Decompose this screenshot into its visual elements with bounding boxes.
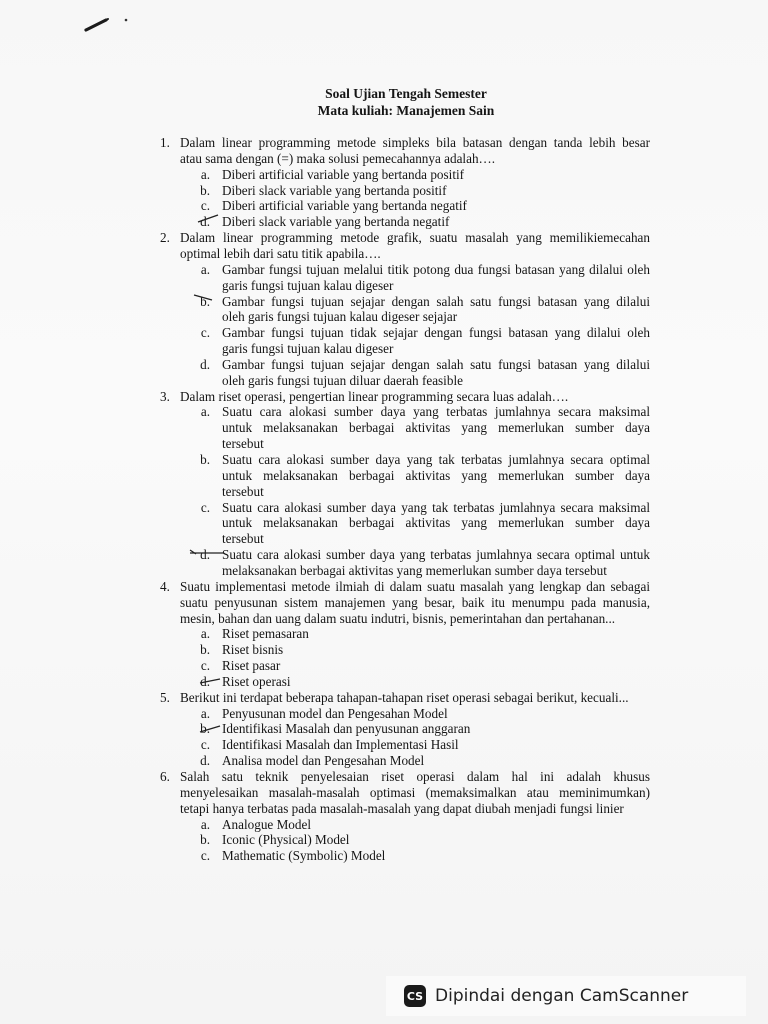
answer-strike-mark — [198, 674, 224, 688]
question-text: Salah satu teknik penyelesaian riset operasi dalam hal ini adalah khusus — [180, 769, 650, 784]
question-text: Dalam riset operasi, pengertian linear programming secara luas adalah…. — [180, 388, 569, 404]
option-text: Diberi slack variable yang bertanda positif — [222, 182, 447, 198]
option-letter: c. — [200, 737, 210, 753]
question-text: tetapi hanya terbatas pada masalah-masalah yang dapat diubah menjadi fungsi linier — [180, 800, 624, 816]
option-text: tersebut — [222, 531, 264, 547]
question-number: 1. — [160, 135, 170, 150]
camscanner-logo-icon: CS — [404, 985, 426, 1007]
answer-strike-mark — [188, 545, 228, 559]
question-text: atau sama dengan (=) maka solusi pemecahannya adalah…. — [180, 150, 496, 166]
question-number: 3. — [160, 388, 170, 404]
question-text: Dalam linear programming metode simpleks bila batasan dengan tanda lebih besar — [180, 135, 650, 150]
option-text: Gambar fungsi tujuan sejajar dengan salah satu fungsi batasan yang dilalui — [222, 356, 650, 372]
page-title: Soal Ujian Tengah Semester — [325, 86, 487, 101]
option-letter: d. — [200, 753, 210, 769]
option-text: Diberi artificial variable yang bertanda negatif — [222, 198, 467, 214]
option-letter: b. — [200, 832, 210, 848]
answer-strike-mark — [196, 212, 222, 226]
option-text: melaksanakan berbagai aktivitas yang memerlukan sumber daya tersebut — [222, 562, 607, 578]
question-text: menyelesaikan masalah-masalah optimasi (memaksimalkan atau meminimumkan) — [180, 784, 650, 800]
page-subtitle: Mata kuliah: Manajemen Sain — [317, 103, 495, 118]
question-text: mesin, bahan dan uang dalam suatu indutri, bisnis, pemerintahan dan pertahanan... — [180, 610, 616, 626]
camscanner-watermark — [386, 976, 746, 1016]
option-letter: b. — [200, 182, 210, 198]
option-text: Diberi artificial variable yang bertanda positif — [222, 166, 465, 182]
camscanner-text: Dipindai dengan CamScanner — [435, 986, 689, 1006]
option-text: oleh garis fungsi tujuan kalau digeser sejajar — [222, 309, 458, 325]
question-number: 4. — [160, 578, 170, 594]
option-letter: a. — [200, 705, 210, 721]
option-text: Gambar fungsi tujuan tidak sejajar dengan fungsi batasan yang dilalui oleh — [222, 325, 650, 341]
option-letter: b. — [200, 642, 210, 658]
question-text: suatu penyusunan sistem manajemen yang besar, baik itu menumpu pada manusia, — [180, 594, 650, 610]
question-number: 2. — [160, 230, 170, 246]
option-text: Riset bisnis — [222, 642, 284, 658]
question-text: Suatu implementasi metode ilmiah di dalam suatu masalah yang lengkap dan sebagai — [180, 578, 650, 594]
option-letter: a. — [200, 166, 210, 182]
option-text: Riset pasar — [222, 658, 281, 674]
option-text: oleh garis fungsi tujuan diluar daerah feasible — [222, 372, 463, 388]
option-text: Identifikasi Masalah dan penyusunan anggaran — [222, 721, 471, 737]
option-text: Gambar fungsi tujuan sejajar dengan salah satu fungsi batasan yang dilalui — [222, 293, 650, 309]
option-text: Penyusunan model dan Pengesahan Model — [222, 705, 448, 721]
question-number: 5. — [160, 689, 170, 705]
option-letter: d. — [200, 547, 210, 563]
question-text: Dalam linear programming metode grafik, suatu masalah yang memilikiemecahan — [180, 230, 650, 246]
answer-strike-mark — [198, 722, 224, 736]
option-text: untuk melaksanakan berbagai aktivitas yang memerlukan sumber daya — [222, 420, 650, 436]
option-letter: a. — [200, 816, 210, 832]
option-text: untuk melaksanakan berbagai aktivitas yang memerlukan sumber daya — [222, 467, 650, 483]
option-text: Suatu cara alokasi sumber daya yang terbatas jumlahnya secara maksimal — [222, 404, 650, 420]
option-text: Iconic (Physical) Model — [222, 832, 350, 848]
option-letter: c. — [200, 848, 210, 864]
option-text: tersebut — [222, 483, 264, 499]
option-letter: a. — [200, 261, 210, 277]
option-letter: d. — [200, 673, 210, 689]
option-letter: c. — [200, 499, 210, 515]
option-text: Riset pemasaran — [222, 626, 309, 642]
option-text: Gambar fungsi tujuan melalui titik potong dua fungsi batasan yang dilalui oleh — [222, 261, 650, 277]
option-text: Identifikasi Masalah dan Implementasi Hasil — [222, 737, 459, 753]
question-text: optimal lebih dari satu titik apabila…. — [180, 245, 381, 261]
option-text: Analogue Model — [222, 816, 311, 832]
option-text: Riset operasi — [222, 673, 291, 689]
question-number: 6. — [160, 769, 170, 784]
option-letter: d. — [200, 356, 210, 372]
option-letter: b. — [200, 293, 210, 309]
option-letter: a. — [200, 404, 210, 420]
option-letter: d. — [200, 214, 210, 230]
option-letter: c. — [200, 325, 210, 341]
option-letter: c. — [200, 658, 210, 674]
option-text: Mathematic (Symbolic) Model — [222, 848, 386, 864]
option-text: tersebut — [222, 436, 264, 452]
option-text: garis fungsi tujuan kalau digeser — [222, 277, 394, 293]
question-text: Berikut ini terdapat beberapa tahapan-tahapan riset operasi sebagai berikut, kecuali... — [180, 689, 629, 705]
option-text: Suatu cara alokasi sumber daya yang tak terbatas jumlahnya secara optimal — [222, 452, 650, 467]
option-text: untuk melaksanakan berbagai aktivitas yang memerlukan sumber daya — [222, 515, 650, 531]
option-letter: a. — [200, 626, 210, 642]
option-text: Suatu cara alokasi sumber daya yang tak terbatas jumlahnya secara maksimal — [222, 499, 650, 515]
answer-strike-mark — [192, 291, 218, 305]
option-text: Suatu cara alokasi sumber daya yang terbatas jumlahnya secara optimal untuk — [222, 547, 650, 563]
option-letter: b. — [200, 721, 210, 737]
pen-scribble-mark — [84, 8, 144, 38]
option-letter: c. — [200, 198, 210, 214]
option-letter: b. — [200, 452, 210, 467]
option-text: Diberi slack variable yang bertanda negatif — [222, 214, 450, 230]
option-text: Analisa model dan Pengesahan Model — [222, 753, 425, 769]
option-text: garis fungsi tujuan kalau digeser — [222, 341, 394, 357]
